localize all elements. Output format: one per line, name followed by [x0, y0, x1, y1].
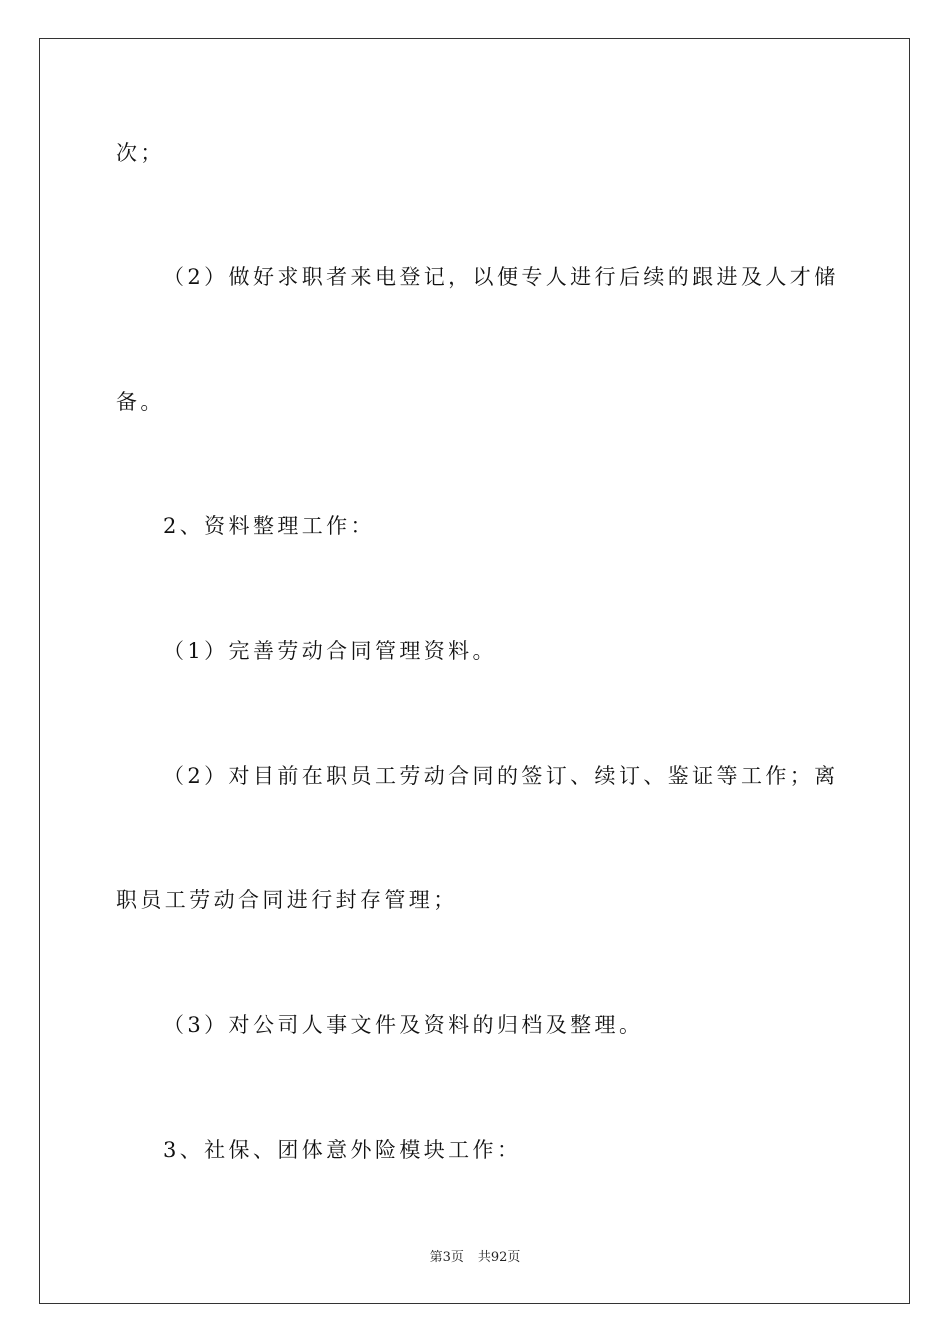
text-line: （3）对公司人事文件及资料的归档及整理。 — [163, 1013, 644, 1037]
page-border — [39, 38, 910, 1304]
text-line: （2）做好求职者来电登记，以便专人进行后续的跟进及人才储 — [163, 265, 839, 289]
text-line: 备。 — [116, 390, 165, 414]
section-heading: 3、社保、团体意外险模块工作： — [163, 1138, 522, 1162]
text-line: 职员工劳动合同进行封存管理； — [116, 888, 458, 912]
current-page-label: 第3页 — [429, 1250, 464, 1265]
section-heading: 2、资料整理工作： — [163, 514, 375, 538]
text-line: （2）对目前在职员工劳动合同的签订、续订、鉴证等工作；离 — [163, 764, 839, 788]
total-pages-label: 共92页 — [477, 1250, 521, 1265]
text-line: （1）完善劳动合同管理资料。 — [163, 639, 497, 663]
text-line: 次； — [116, 141, 165, 165]
page-footer — [0, 1249, 950, 1267]
